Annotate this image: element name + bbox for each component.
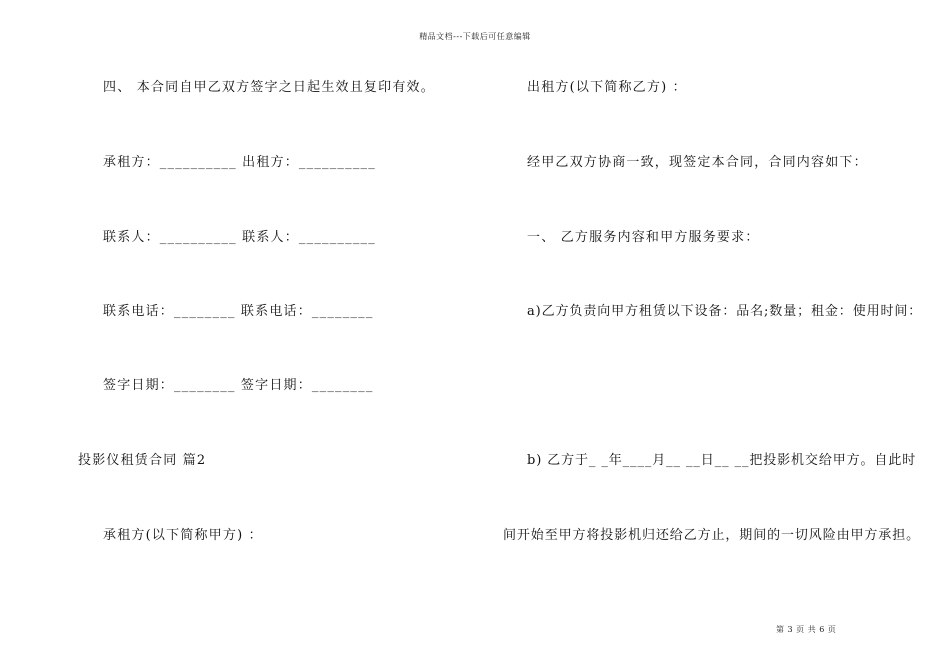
- lessee-label: 承租方(以下简称甲方) ：: [103, 528, 263, 543]
- signature-dates: 签字日期：________ 签字日期：________: [103, 378, 374, 393]
- contract-title: 投影仪租赁合同 篇2: [78, 453, 207, 468]
- lessor-label: 出租方(以下简称乙方) ：: [527, 80, 687, 95]
- agreement-intro: 经甲乙双方协商一致，现签定本合同，合同内容如下：: [527, 155, 868, 170]
- clause-b-continued: 间开始至甲方将投影机归还给乙方止，期间的一切风险由甲方承担。: [503, 528, 921, 543]
- signature-phones: 联系电话：________ 联系电话：________: [103, 304, 374, 319]
- signature-contacts: 联系人：__________ 联系人：__________: [103, 230, 376, 245]
- signature-parties: 承租方：__________ 出租方：__________: [103, 155, 376, 170]
- page-number: 第 3 页 共 6 页: [776, 625, 837, 634]
- clause-four: 四、 本合同自甲乙双方签字之日起生效且复印有效。: [103, 80, 435, 95]
- page-header: 精品文档---下载后可任意编辑: [419, 32, 531, 41]
- clause-b: b) 乙方于_ _年____月__ __日__ __把投影机交给甲方。自此时: [527, 453, 917, 468]
- section-one-heading: 一、 乙方服务内容和甲方服务要求：: [527, 230, 760, 245]
- clause-a: a)乙方负责向甲方租赁以下设备：品名;数量；租金：使用时间：: [527, 304, 923, 319]
